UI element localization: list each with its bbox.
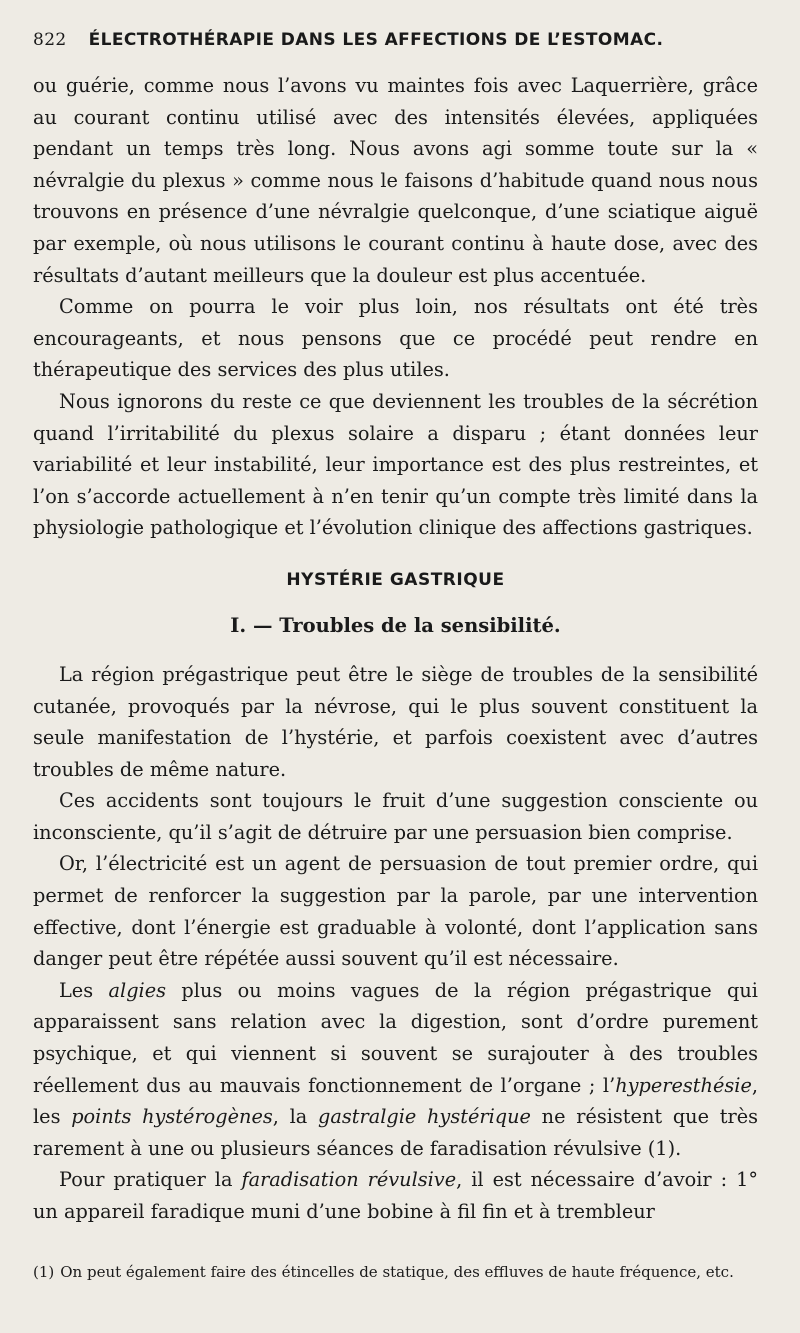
text-run: , la xyxy=(272,1105,319,1129)
paragraph: La région prégastrique peut être le siège de troubles de la sensibilité cutanée, provoqués par la névrose, qui le plus souvent constituent la seule manifestation de l’hystérie, et parfois coexistent avec d’autres troubles de même nature. xyxy=(33,662,758,781)
running-title: ÉLECTROTHÉRAPIE DANS LES AFFECTIONS DE L’ESTOMAC. xyxy=(88,30,664,50)
paragraph: Or, l’électricité est un agent de persuasion de tout premier ordre, qui permet de renforcer la suggestion par la parole, par une intervention effective, dont l’énergie est graduable à volonté, dont l’application sans danger peut être répétée aussi souvent qu’il est nécessaire. xyxy=(33,852,758,971)
footnote-text: On peut également faire des étincelles de statique, des effluves de haute fréquence, etc. xyxy=(60,1263,734,1281)
italic-term: hyperesthésie xyxy=(615,1073,752,1097)
page-number: 822 xyxy=(33,30,67,50)
text-run: ne résistent que très rarement à une ou plusieurs séances de faradisation révulsive (1). xyxy=(33,1105,758,1160)
footnote-marker: (1) xyxy=(33,1263,55,1281)
subsection-heading: I. — Troubles de la sensibilité. xyxy=(230,613,561,637)
paragraph: Nous ignorons du reste ce que deviennent les troubles de la sécrétion quand l’irritabilité du plexus solaire a disparu ; étant données leur variabilité et leur instabilité, leur importance est des plus restreintes, et l’on s’accorde actuellement à n’en tenir qu’un compte très limité dans la physiologie pathologique et l’évolution clinique des affections gastriques. xyxy=(33,389,758,540)
body-text xyxy=(33,70,758,1228)
text-run: , les xyxy=(33,1073,758,1129)
paragraph: Comme on pourra le voir plus loin, nos résultats ont été très encourageants, et nous pensons que ce procédé peut rendre en thérapeutique des services des plus utiles. xyxy=(33,295,758,382)
running-header xyxy=(33,30,758,50)
text-run: Les xyxy=(59,978,109,1002)
paragraph xyxy=(33,1164,758,1227)
italic-term: gastralgie hystérique xyxy=(318,1105,531,1129)
footnote xyxy=(33,1262,758,1282)
paragraph: Ces accidents sont toujours le fruit d’une suggestion consciente ou inconsciente, qu’il s’agit de détruire par une persuasion bien comprise. xyxy=(33,789,758,844)
paragraph xyxy=(33,975,758,1165)
section-heading: HYSTÉRIE GASTRIQUE xyxy=(286,569,505,590)
text-run: Pour pratiquer la xyxy=(59,1168,242,1192)
text-run: plus ou moins vagues de la région prégastrique qui apparaissent sans relation avec la digestion, sont d’ordre purement psychique, et qui viennent si souvent se surajouter à des troubles réellement dus au mauvais fonctionnement de l’organe ; l’ xyxy=(33,978,758,1097)
paragraph: ou guérie, comme nous l’avons vu maintes fois avec Laquerrière, grâce au courant continu utilisé avec des intensités élevées, appliquées pendant un temps très long. Nous avons agi somme toute sur la « névralgie du plexus » comme nous le faisons d’habitude quand nous nous trouvons en présence d’une névralgie quelconque, d’une sciatique aiguë par exemple, où nous utilisons le courant continu à haute dose, avec des résultats d’autant meilleurs que la douleur est plus accentuée. xyxy=(33,74,758,287)
italic-term: points hystérogènes xyxy=(71,1105,273,1129)
text-run: , il est nécessaire d’avoir : 1° un appareil faradique muni d’une bobine à fil fin et à trembleur xyxy=(33,1168,758,1223)
italic-term: algies xyxy=(108,978,167,1002)
italic-term: faradisation révulsive xyxy=(241,1168,457,1192)
